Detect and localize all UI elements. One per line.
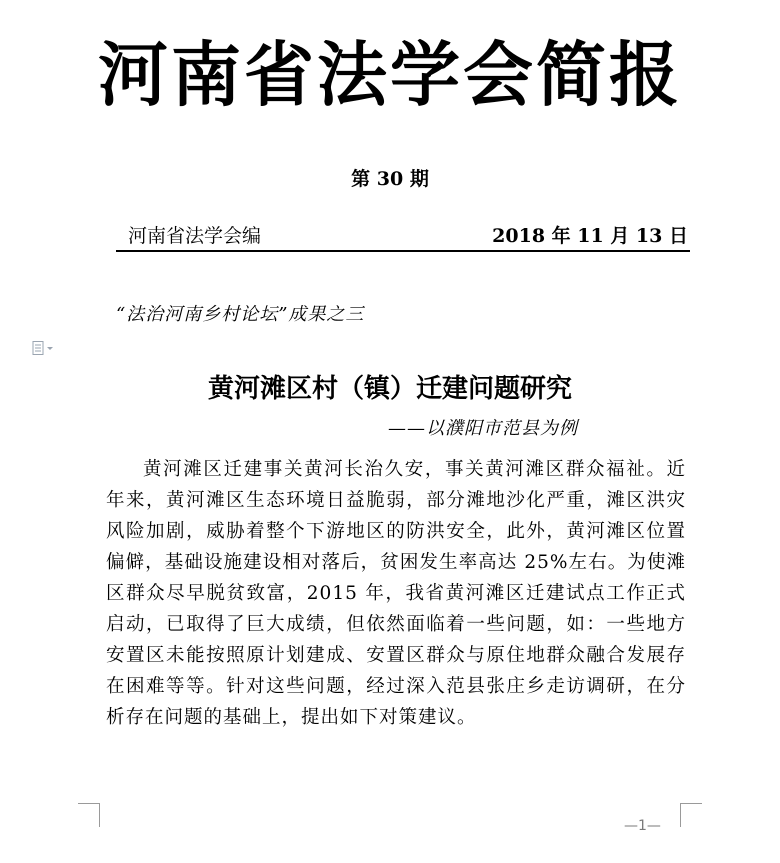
editor-name: 河南省法学会编 [128,225,262,247]
series-label: “法治河南乡村论坛”成果之三 [116,304,365,325]
article-subtitle: ——以濮阳市范县为例 [388,418,578,439]
masthead-title: 河南省法学会简报 [98,34,682,116]
crop-mark-right [680,803,702,827]
editor-date-line [116,222,690,252]
page-number: —1— [624,818,661,834]
article-title: 黄河滩区村（镇）迁建问题研究 [207,374,572,404]
crop-mark-left [78,803,100,827]
issue-number: 第 30 期 [351,168,429,190]
issue-date: 2018 年 11 月 13 日 [492,225,688,247]
document-outline-icon[interactable] [32,340,56,354]
article-body: 黄河滩区迁建事关黄河长治久安，事关黄河滩区群众福祉。近年来，黄河滩区生态环境日益脆弱，部分滩地沙化严重，滩区洪灾风险加剧，威胁着整个下游地区的防洪安全，此外，黄河滩区位置偏僻，基础设施建设相对落后，贫困发生率高达 25%左右。为使滩区群众尽早脱贫致富，2015 年，我省黄河滩区迁建试点工作正式启动，已取得了巨大成绩，但依然面临着一些问题，如：一些地方安置区未能按照原计划建成、安置区群众与原住地群众融合发展存在困难等等。针对这些问题，经过深入范县张庄乡走访调研，在分析存在问题的基础上，提出如下对策建议。 [106,459,686,728]
